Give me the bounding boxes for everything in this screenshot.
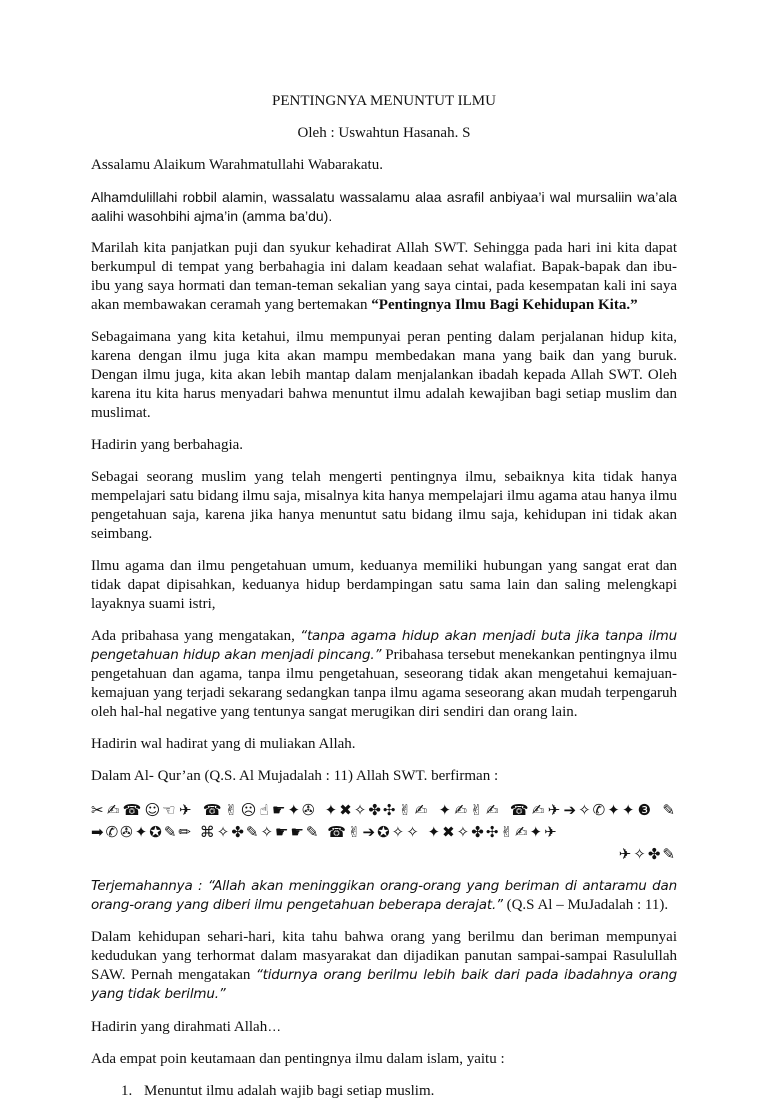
quran-verse-end: ✈✧✤✎ (618, 845, 677, 863)
paragraph-5-intro: Ada pribahasa yang mengatakan, (91, 628, 301, 644)
hadith-quote: “tidurnya orang berilmu lebih baik dari pada ibadahnya orang yang tidak berilmu.” (91, 967, 677, 1002)
dalil-intro: Dalam Al- Qur’an (Q.S. Al Mujadalah : 11) Allah SWT. berfirman : (91, 768, 499, 784)
paragraph-4: Ilmu agama dan ilmu pengetahuan umum, keduanya memiliki hubungan yang sangat erat dan tidak dapat dipisahkan, keduanya hidup berdampingan satu sama lain dan saling melengkapi layaknya suami istri, (91, 558, 677, 612)
hadirin-berbahagia: Hadirin yang berbahagia. (91, 437, 244, 453)
paragraph-6 (91, 928, 677, 1004)
paragraph-2: Sebagaimana yang kita ketahui, ilmu mempunyai peran penting dalam perjalanan hidup kita, karena dengan ilmu juga kita akan mampu membedakan mana yang baik dan yang buruk. Dengan ilmu juga, kita akan lebih mantap dalam menjalankan ibadah kepada Allah SWT. Oleh karena itu kita harus menyadari bahwa menuntut ilmu adalah kewajiban bagi setiap muslim dan muslimat. (91, 329, 677, 421)
hadirin-dirahmati-text: Hadirin yang dirahmati Allah (91, 1019, 268, 1035)
hadirin-dimuliakan: Hadirin wal hadirat yang di muliakan Allah. (91, 736, 356, 752)
author-line: Oleh : Uswahtun Hasanah. S (297, 125, 471, 141)
translation-paragraph (91, 877, 677, 915)
keutamaan-list (91, 1082, 677, 1101)
proverb-quote: “tanpa agama hidup akan menjadi buta jika tanpa ilmu pengetahuan hidup akan menjadi pincang.” (91, 628, 677, 663)
hadirin-dirahmati (91, 1017, 677, 1037)
paragraph-3: Sebagai seorang muslim yang telah mengerti pentingnya ilmu, sebaiknya kita tidak hanya mempelajari satu bidang ilmu saja, misalnya kita hanya mempelajari ilmu agama atau hanya ilmu pengetahuan saja, karena jika hanya menuntut satu bidang ilmu saja, kehidupan ini tidak akan seimbang. (91, 469, 677, 542)
quran-verse-text: ✂✍☎☺☜✈ ☎✌☹☝☛✦✇ ✦✖✧✤✣✌✍ ✦✍✌✍ ☎✍✈➔✧✆✦✦❸ ✎ ➡✆✇✦✪✎✏ ⌘✧✤✎✧☛☛✎ ☎✌➔✪✧✧ ✦✖✧✤✣✌✍✦✈ (91, 801, 677, 841)
list-item: 1. Menuntut ilmu adalah wajib bagi setiap muslim. (136, 1082, 677, 1101)
list-intro: Ada empat poin keutamaan dan pentingnya ilmu dalam islam, yaitu : (91, 1051, 505, 1067)
paragraph-1 (91, 239, 677, 315)
translation-reference: (Q.S Al – MuJadalah : 11). (502, 897, 669, 913)
opening-paragraph: Alhamdulillahi robbil alamin, wassalatu wassalamu alaa asrafil anbiyaa’i wal mursaliin wa’ala aalihi wasohbihi ajma’in (amma ba’du). (91, 189, 677, 224)
paragraph-1-text: Marilah kita panjatkan puji dan syukur kehadirat Allah SWT. Sehingga pada hari ini kita dapat berkumpul di tempat yang berbahagia ini dalam keadaan sehat walafiat. Bapak-bapak dan ibu-ibu yang saya hormati dan teman-teman sekalian yang saya cintai, pada kesempatan kali ini saya akan membawakan ceramah yang bertemakan (91, 240, 677, 313)
document-title: PENTINGNYA MENUNTUT ILMU (272, 93, 496, 109)
paragraph-5-rest: Pribahasa tersebut menekankan pentingnya ilmu pengetahuan dan agama, tanpa ilmu pengetahuan, seseorang tidak akan mengetahui kemajuan-kemajuan yang terjadi sekarang sedangkan tanpa ilmu agama seseorang akan mudah terpengaruh oleh hal-hal negative yang tentunya sangat merugikan diri sendiri dan orang lain. (91, 647, 677, 720)
hadirin-ellipsis: … (267, 1018, 282, 1034)
paragraph-5 (91, 627, 677, 722)
translation-text: “Allah akan meninggikan orang-orang yang beriman di antaramu dan orang-orang yang diberi ilmu pengetahuan beberapa derajat.” (91, 878, 677, 913)
quran-verse (91, 799, 677, 865)
paragraph-6-text: Dalam kehidupan sehari-hari, kita tahu bahwa orang yang berilmu dan beriman mempunyai kedudukan yang terhormat dalam masyarakat dan dijadikan panutan sampai-sampai Rasulullah SAW. Pernah mengatakan (91, 929, 677, 983)
translation-label: Terjemahannya : (91, 878, 208, 894)
theme-title: “Pentingnya Ilmu Bagi Kehidupan Kita.” (371, 297, 638, 313)
greeting-paragraph: Assalamu Alaikum Warahmatullahi Wabarakatu. (91, 157, 383, 173)
